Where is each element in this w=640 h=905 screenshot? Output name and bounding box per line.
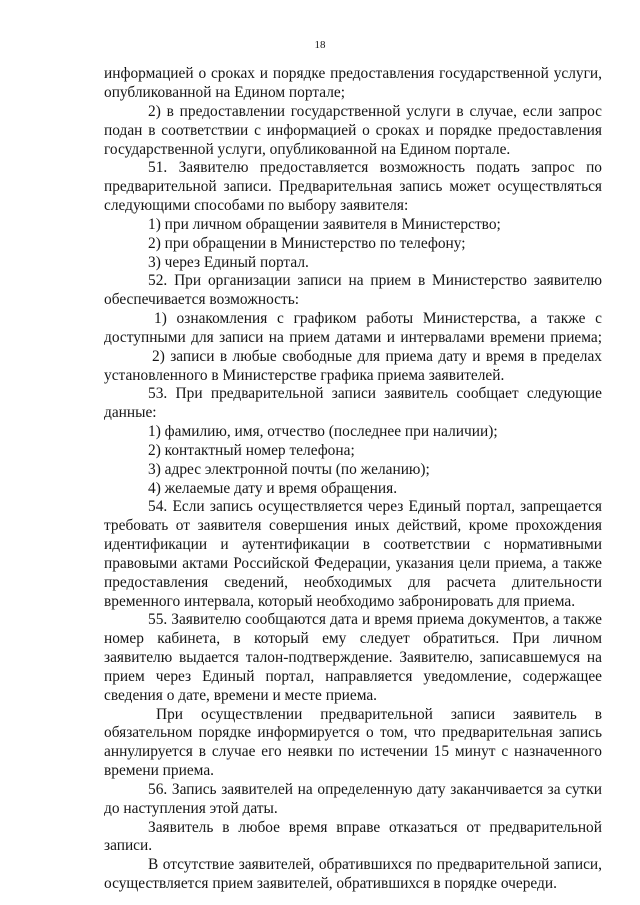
text-line: 2) в предоставлении государственной услуги в случае, если запрос — [148, 103, 602, 120]
text-line: осуществляется прием заявителей, обратившихся в порядке очереди. — [104, 875, 557, 892]
text-line: требовать от заявителя совершения иных действий, кроме прохождения — [104, 517, 602, 534]
text-line: установленного в Министерстве графика приема заявителей. — [104, 367, 505, 384]
text-line: прием через Единый портал, направляется уведомление, содержащее — [104, 668, 602, 685]
text-line: данные: — [104, 404, 157, 421]
list-item: 1) фамилию, имя, отчество (последнее при наличии); — [148, 423, 498, 440]
text-line: до наступления этой даты. — [104, 800, 278, 817]
text-line: записи. — [104, 837, 153, 854]
text-line: подан в соответствии с информацией о сроках и порядке предоставления — [104, 122, 602, 139]
text-line: времени приема. — [104, 762, 214, 779]
text-line: идентификации и аутентификации в соответствии с нормативными — [104, 536, 602, 553]
text-line: государственной услуги, опубликованной на Едином портале. — [104, 141, 511, 158]
text-line: информацией о сроках и порядке предоставления государственной услуги, — [104, 65, 602, 82]
text-line: Заявитель в любое время вправе отказаться от предварительной — [148, 819, 602, 836]
text-line: 54. Если запись осуществляется через Единый портал, запрещается — [148, 498, 602, 515]
text-line: При осуществлении предварительной записи заявитель в — [156, 706, 602, 723]
text-line: аннулируется в случае его неявки по истечении 15 минут с назначенного — [104, 743, 602, 760]
text-line: 53. При предварительной записи заявитель сообщает следующие — [148, 385, 602, 402]
list-item: 2) контактный номер телефона; — [148, 442, 355, 459]
text-line: обеспечивается возможность: — [104, 291, 299, 308]
text-line: В отсутствие заявителей, обратившихся по предварительной записи, — [148, 856, 602, 873]
list-item: 2) при обращении в Министерство по телефону; — [148, 235, 466, 252]
text-line: заявителю выдается талон-подтверждение. Заявителю, записавшемуся на — [104, 649, 602, 666]
text-line: опубликованной на Едином портале; — [104, 84, 346, 101]
text-line: 51. Заявителю предоставляется возможность подать запрос по — [148, 159, 602, 176]
text-line: обязательном порядке информируется о том, что предварительная запись — [104, 724, 602, 741]
text-line: временного интервала, который необходимо забронировать для приема. — [104, 593, 576, 610]
text-line: доступными для записи на прием датами и интервалами времени приема; — [104, 329, 602, 346]
list-item: 3) адрес электронной почты (по желанию); — [148, 461, 430, 478]
text-line: 52. При организации записи на прием в Министерство заявителю — [148, 272, 602, 289]
page-number: 18 — [314, 39, 326, 51]
text-line: предоставления сведений, необходимых для расчета длительности — [104, 574, 602, 591]
text-line: номер кабинета, в который ему следует обратиться. При личном — [104, 630, 602, 647]
text-line: 55. Заявителю сообщаются дата и время приема документов, а также — [148, 611, 602, 628]
text-line: сведения о дате, времени и месте приема. — [104, 687, 378, 704]
text-line: следующими способами по выбору заявителя: — [104, 197, 409, 214]
list-item: 3) через Единый портал. — [148, 254, 309, 271]
list-item: 4) желаемые дату и время обращения. — [148, 480, 398, 497]
list-item: 1) ознакомления с графиком работы Министерства, а также с — [154, 310, 602, 327]
text-line: правовыми актами Российской Федерации, указания цели приема, а также — [104, 555, 602, 572]
text-line: предварительной записи. Предварительная запись может осуществляться — [104, 178, 602, 195]
list-item: 2) записи в любые свободные для приема дату и время в пределах — [152, 348, 602, 365]
text-line: 56. Запись заявителей на определенную дату заканчивается за сутки — [148, 781, 602, 798]
list-item: 1) при личном обращении заявителя в Министерство; — [148, 216, 501, 233]
